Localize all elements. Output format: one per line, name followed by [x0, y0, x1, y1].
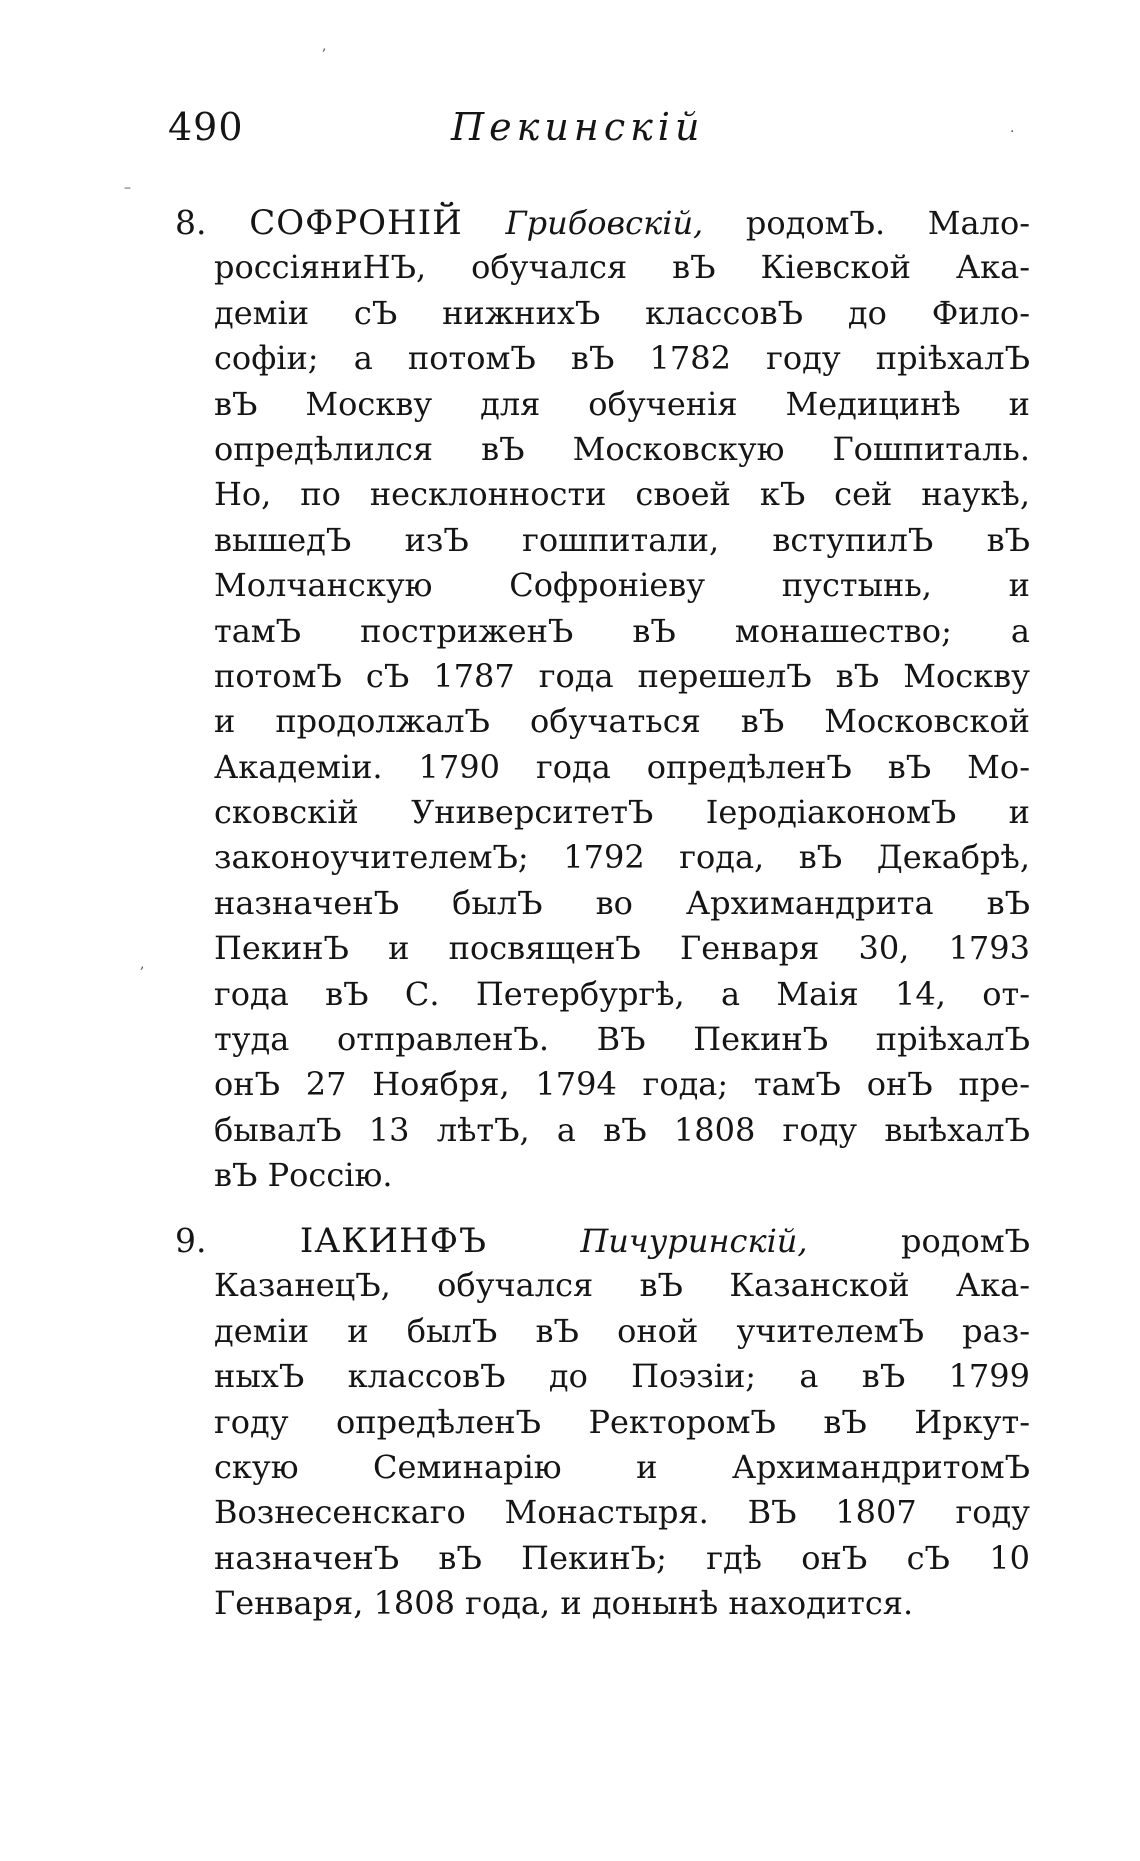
print-speck: ,: [322, 38, 327, 54]
text-line: вЪ Москву для обученiя Медицинѣ и: [214, 384, 1030, 423]
text-line: скую Семинарiю и АрхимандритомЪ: [214, 1447, 1030, 1486]
running-title: Пекинскiй: [451, 105, 705, 149]
text-line: туда отправленЪ. ВЪ ПекинЪ прiѣхалЪ: [214, 1020, 1030, 1059]
text-line: Молчанскую Софронiеву пустынь, и: [214, 566, 1030, 605]
entry-9-name: IАКИНФЪ: [299, 1221, 487, 1261]
print-speck: ,: [140, 956, 145, 972]
text-line: назначенЪ вЪ ПекинЪ; гдѣ онЪ сЪ 10: [214, 1538, 1030, 1577]
entry-8-name: СОФРОНIЙ: [249, 203, 463, 243]
text-line: года вЪ С. Петербургѣ, а Маiя 14, от-: [214, 974, 1030, 1013]
entry-9: [175, 1218, 1030, 1627]
entry-8-first-line: [175, 200, 1030, 245]
text-line: Но, по несклонности своей кЪ сей наукѣ,: [214, 475, 1030, 514]
text-line: онЪ 27 Ноября, 1794 года; тамЪ онЪ пре-: [214, 1065, 1030, 1104]
text-line: КазанецЪ, обучался вЪ Казанской Ака-: [214, 1266, 1030, 1305]
text-line: демiи сЪ нижнихЪ классовЪ до Фило-: [214, 293, 1030, 332]
text-line: и продолжалЪ обучаться вЪ Московской: [214, 702, 1030, 741]
entry-8-number: 8.: [175, 203, 207, 242]
text-line: демiи и былЪ вЪ оной учителемЪ раз-: [214, 1311, 1030, 1350]
text-line: вышедЪ изЪ гошпитали, вступилЪ вЪ: [214, 520, 1030, 559]
entry-8: [175, 200, 1030, 1199]
text-line: россiяниНЪ, обучался вЪ Кiевской Ака-: [214, 248, 1030, 287]
entry-9-first-line: [175, 1218, 1030, 1263]
entry-8-surname: Грибовскiй,: [505, 204, 704, 242]
entry-8-first-line-rest: родомЪ. Мало-: [745, 204, 1031, 242]
text-line: опредѣлился вЪ Московскую Гошпиталь.: [214, 429, 1030, 468]
text-line: Академiи. 1790 года опредѣленЪ вЪ Мо-: [214, 747, 1030, 786]
text-line: софiи; а потомЪ вЪ 1782 году прiѣхалЪ: [214, 339, 1030, 378]
text-line: ПекинЪ и посвященЪ Генваря 30, 1793: [214, 929, 1030, 968]
print-speck: –: [124, 180, 131, 196]
text-line: ныхЪ классовЪ до Поэзiи; а вЪ 1799: [214, 1357, 1030, 1396]
text-line: назначенЪ былЪ во Архимандрита вЪ: [214, 883, 1030, 922]
entry-9-number: 9.: [175, 1221, 207, 1260]
text-line: законоучителемЪ; 1792 года, вЪ Декабрѣ,: [214, 838, 1030, 877]
text-line: Вознесенскаго Монастыря. ВЪ 1807 году: [214, 1493, 1030, 1532]
text-line: вЪ Россiю.: [214, 1156, 393, 1195]
text-line: Генваря, 1808 года, и донынѣ находится.: [214, 1584, 914, 1623]
text-line: тамЪ постриженЪ вЪ монашество; а: [214, 611, 1030, 650]
text-line: сковскiй УниверситетЪ IеродiакономЪ и: [214, 793, 1030, 832]
entry-9-first-line-rest: родомЪ: [901, 1222, 1031, 1260]
text-line: году опредѣленЪ РекторомЪ вЪ Иркут-: [214, 1402, 1030, 1441]
text-line: потомЪ сЪ 1787 года перешелЪ вЪ Москву: [214, 656, 1030, 695]
text-line: бывалЪ 13 лѣтЪ, а вЪ 1808 году выѣхалЪ: [214, 1110, 1030, 1149]
page-header: [165, 105, 1025, 165]
page-number: 490: [168, 105, 244, 149]
entry-9-surname: Пичуринскiй,: [580, 1222, 808, 1260]
print-speck: ·: [1010, 124, 1015, 140]
